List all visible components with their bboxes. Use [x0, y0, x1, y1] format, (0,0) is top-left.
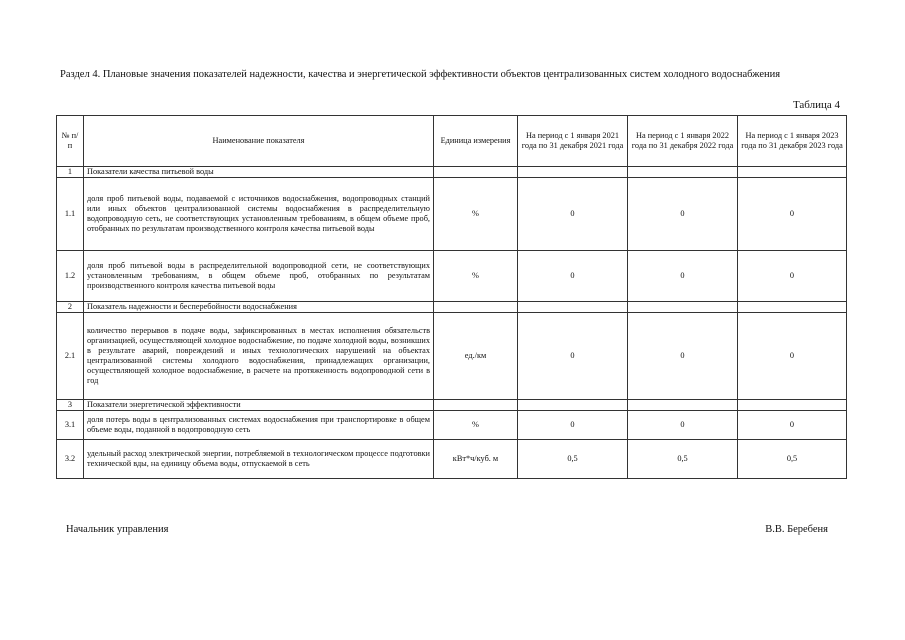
row-value-2023: 0,5	[738, 440, 847, 479]
header-period-2021: На период с 1 января 2021 года по 31 декабря 2021 года	[518, 116, 628, 167]
row-value-2022: 0	[628, 313, 738, 400]
row-unit: %	[434, 178, 518, 251]
row-value-2023: 0	[738, 178, 847, 251]
row-unit: ед./км	[434, 313, 518, 400]
header-period-2022: На период с 1 января 2022 года по 31 декабря 2022 года	[628, 116, 738, 167]
row-value-2023: 0	[738, 411, 847, 440]
group-num: 1	[57, 167, 84, 178]
row-value-2021: 0	[518, 178, 628, 251]
header-num: № п/п	[57, 116, 84, 167]
table-row	[57, 313, 847, 400]
row-name: доля проб питьевой воды, подаваемой с источников водоснабжения, водопроводных станций или иных объектов централизованной системы водоснабжения в распределительную водопроводную сеть, не соответствующих установленным требованиям, в общем объеме проб, отобранных по результатам производственного контроля качества питьевой воды	[84, 178, 434, 251]
group-title: Показатель надежности и бесперебойности водоснабжения	[84, 302, 434, 313]
section-title: Раздел 4. Плановые значения показателей надежности, качества и энергетической эффективности объектов централизованных систем холодного водоснабжения	[60, 69, 781, 80]
row-value-2021: 0,5	[518, 440, 628, 479]
row-unit: %	[434, 251, 518, 302]
group-num: 2	[57, 302, 84, 313]
row-value-2022: 0,5	[628, 440, 738, 479]
row-name: количество перерывов в подаче воды, зафиксированных в местах исполнения обязательств организацией, осуществляющей холодное водоснабжение, по подаче холодной воды, возникших в результате аварий, повреждений и иных технологических нарушений на объектах централизованной системы холодного водоснабжения, принадлежащих организации, осуществляющей холодное водоснабжение, в расчете на протяженность водопроводной сети в год	[84, 313, 434, 400]
row-name: доля потерь воды в централизованных системах водоснабжения при транспортировке в общем объеме воды, поданной в водопроводную сеть	[84, 411, 434, 440]
indicators-table	[56, 115, 847, 479]
group-title: Показатели энергетической эффективности	[84, 400, 434, 411]
header-period-2023: На период с 1 января 2023 года по 31 декабря 2023 года	[738, 116, 847, 167]
row-name: доля проб питьевой воды в распределительной водопроводной сети, не соответствующих установленным требованиям, в общем объеме проб, отобранных по результатам производственного контроля качества питьевой воды	[84, 251, 434, 302]
row-value-2021: 0	[518, 313, 628, 400]
signatory-position: Начальник управления	[66, 524, 169, 535]
row-name: удельный расход электрической энергии, потребляемой в технологическом процессе подготовки технической вды, на единицу объема воды, отпускаемой в сеть	[84, 440, 434, 479]
group-row-reliability	[57, 302, 847, 313]
row-unit: %	[434, 411, 518, 440]
row-value-2021: 0	[518, 251, 628, 302]
table-label: Таблица 4	[792, 99, 840, 111]
row-unit: кВт*ч/куб. м	[434, 440, 518, 479]
header-row	[57, 116, 847, 167]
header-unit: Единица измерения	[434, 116, 518, 167]
table-row	[57, 440, 847, 479]
row-num: 1.1	[57, 178, 84, 251]
table-row	[57, 411, 847, 440]
row-value-2022: 0	[628, 178, 738, 251]
group-row-quality	[57, 167, 847, 178]
row-num: 3.1	[57, 411, 84, 440]
row-value-2023: 0	[738, 313, 847, 400]
row-value-2023: 0	[738, 251, 847, 302]
signatory-name: В.В. Беребеня	[765, 524, 828, 535]
group-title: Показатели качества питьевой воды	[84, 167, 434, 178]
row-value-2022: 0	[628, 251, 738, 302]
row-num: 2.1	[57, 313, 84, 400]
group-num: 3	[57, 400, 84, 411]
row-value-2022: 0	[628, 411, 738, 440]
table-row	[57, 178, 847, 251]
header-name: Наименование показателя	[84, 116, 434, 167]
group-row-efficiency	[57, 400, 847, 411]
row-num: 1.2	[57, 251, 84, 302]
table-row	[57, 251, 847, 302]
row-value-2021: 0	[518, 411, 628, 440]
row-num: 3.2	[57, 440, 84, 479]
